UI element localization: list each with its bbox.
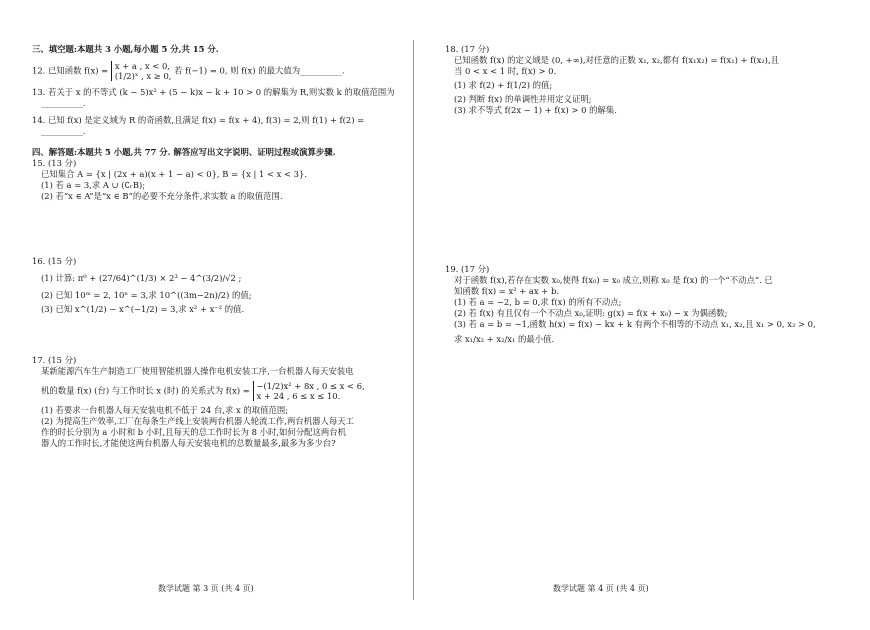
q17-line-4: (2) 为提高生产效率,工厂在每条生产线上安装两台机器人轮流工作,两台机器人每天工 [41,416,354,426]
q19-line-2: 知函数 f(x) = x² + ax + b. [454,286,559,296]
q16-header: 16. (15 分) [32,256,77,266]
q18-line-2: 当 0 < x < 1 时, f(x) > 0. [454,66,557,76]
q19-line-3: (1) 若 a = −2, b = 0,求 f(x) 的所有不动点; [454,297,622,307]
q17-piecewise [253,381,365,401]
q12-case-1: x + a , x < 0, [114,61,170,71]
page-4-footer: 数学试题 第 4 页 (共 4 页) [553,584,649,593]
q19-line-5: (3) 若 a = b = −1,函数 h(x) = f(x) − kx + k 有两个不相等的不动点 x₁, x₂,且 x₁ > 0, x₂ > 0, [454,319,816,329]
q19-line-6: 求 x₁/x₂ + x₂/x₁ 的最小值. [454,334,555,344]
q17-line-2 [32,381,407,401]
q17-case-2: x + 24 , 6 ≤ x ≤ 10. [256,391,341,401]
q16-line-2: (2) 已知 10ᵐ = 2, 10ⁿ = 3,求 10^((3m−2n)/2) 的值; [41,290,252,300]
question-12 [32,61,407,81]
q18-header: 18. (17 分) [445,44,490,54]
section-4-title: 四、解答题:本题共 5 小题,共 77 分. 解答应写出文字说明、证明过程或演算步骤. [32,147,336,157]
q19-line-4: (2) 若 f(x) 有且仅有一个不动点 x₀,证明: g(x) = f(x + x₀) − x 为偶函数; [454,308,728,318]
q15-line-2: (1) 若 a = 3,求 A ∪ (∁ᵣB); [41,180,146,190]
q17-case-1: −(1/2)x² + 8x , 0 ≤ x < 6, [256,381,365,391]
q12-prefix: 12. 已知函数 f(x) = [32,65,109,76]
q18-line-4: (2) 判断 f(x) 的单调性并用定义证明; [454,94,592,104]
q16-line-3: (3) 已知 x^(1/2) − x^(−1/2) = 3,求 x² + x⁻² 的值. [41,304,245,314]
q14-line-1: 14. 已知 f(x) 是定义域为 R 的奇函数,且满足 f(x) = f(x + 4), f(3) = 2,则 f(1) + f(2) = [32,115,365,125]
q13-line-2: __________. [41,98,86,108]
q16-line-1: (1) 计算: π⁰ + (27/64)^(1/3) × 2³ − 4^(3/2)/√2 ; [41,273,242,283]
q15-line-1: 已知集合 A = {x | (2x + a)(x + 1 − a) < 0}, B = {x | 1 < x < 3}. [41,169,308,179]
q17-line-3: (1) 若要求一台机器人每天安装电机不低于 24 台,求 x 的取值范围; [41,405,289,415]
q18-line-3: (1) 求 f(2) + f(1/2) 的值; [454,80,553,90]
page-3-footer: 数学试题 第 3 页 (共 4 页) [158,584,254,593]
page-4 [413,0,870,630]
q19-header: 19. (17 分) [445,264,490,274]
q12-piecewise [111,61,172,81]
q12-suffix: 若 f(−1) = 0, 则 f(x) 的最大值为__________. [174,65,345,76]
q17-prefix: 机的数量 f(x) (台) 与工作时长 x (时) 的关系式为 f(x) = [41,385,250,396]
q19-line-1: 对于函数 f(x),若存在实数 x₀,使得 f(x₀) = x₀ 成立,则称 x₀ 是 f(x) 的一个“不动点”. 已 [454,275,773,285]
q17-line-6: 器人的工作时长,才能使这两台机器人每天安装电机的总数量最多,最多为多少台? [41,438,336,448]
q17-line-1: 某新能源汽车生产制造工厂使用智能机器人操作电机安装工序,一台机器人每天安装电 [41,366,354,376]
q17-line-5: 作的时长分别为 a 小时和 b 小时,且每天的总工作时长为 8 小时,如何分配这两台机 [41,427,346,437]
page-3 [0,0,413,630]
q15-line-3: (2) 若“x ∈ A”是“x ∈ B”的必要不充分条件,求实数 a 的取值范围. [41,191,283,201]
q18-line-5: (3) 求不等式 f(2x − 1) + f(x) > 0 的解集. [454,105,617,115]
q18-line-1: 已知函数 f(x) 的定义域是 (0, +∞),对任意的正数 x₁, x₂,都有 f(x₁x₂) = f(x₁) + f(x₂),且 [454,55,779,65]
q12-case-2: (1/2)ˣ , x ≥ 0, [114,71,172,81]
q17-header: 17. (15 分) [32,355,77,365]
q14-line-2: __________. [41,126,86,136]
q13-line-1: 13. 若关于 x 的不等式 (k − 5)x² + (5 − k)x − k + 10 > 0 的解集为 R,则实数 k 的取值范围为 [32,87,395,97]
q15-header: 15. (13 分) [32,158,77,168]
section-3-title: 三、填空题:本题共 3 小题,每小题 5 分,共 15 分. [32,44,219,54]
